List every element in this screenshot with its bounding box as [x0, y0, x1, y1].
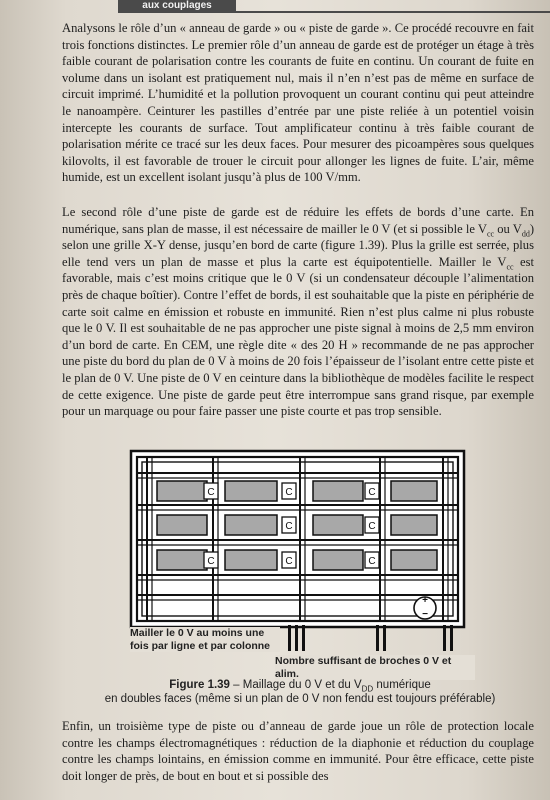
decoupling-capacitor — [204, 552, 218, 568]
decoupling-capacitor — [365, 517, 379, 533]
decoupling-capacitor — [365, 483, 379, 499]
caption-text-b: numérique — [373, 679, 431, 691]
decoupling-capacitor — [365, 552, 379, 568]
p2-subscript-dd: dd — [521, 229, 530, 239]
paragraph-guard-ring-leakage — [62, 20, 534, 186]
p2-subscript-cc: cc — [486, 229, 495, 239]
p2-part-d: est favorable, mais c’est moins critique que le 0 V (si un condensateur découple l’alimentation près de chaque boîtier). Contre l’effet de bords, il est souhaitable que la piste en périphérie de carte soit calme en émission et robuste en immunité. Rien n’est plus calme ni plus robuste que le 0 V. Il est souhaitable de ne pas approcher une piste signal à moins de 2,5 mm environ d’un bord de carte. En CEM, une règle dite « des 20 H » recommande de ne pas approcher une piste du bord du plan de 0 V à moins de 20 fois l’épaisseur de l’isolant entre cette piste et le plan de 0 V. Une piste de 0 V en ceinture dans la bibliothèque de modèles facilite le respect de cette exigence. Une piste de garde peut être interrompue sans grand risque, par exemple pour un marquage ou pour faire passer une piste courte et pas trop sensible. — [62, 254, 535, 419]
capacitor-label: C — [285, 556, 293, 567]
decoupling-capacitor — [282, 517, 296, 533]
ic-chip — [225, 515, 277, 535]
caption-line-2: en doubles faces (même si un plan de 0 V non fendu est toujours préférable) — [104, 693, 496, 705]
ic-chip — [157, 515, 207, 535]
capacitor-label: C — [285, 487, 293, 498]
ic-chip — [391, 481, 437, 501]
ic-chip — [391, 550, 437, 570]
ic-chip — [313, 481, 363, 501]
ic-chip — [391, 515, 437, 535]
decoupling-capacitor — [282, 483, 296, 499]
p2-part-c: ) selon une grille X-Y dense, jusqu’en bord de carte (figure 1.39). Plus la grille est serrée, plus elle tend vers un plan de masse et plus la carte est équipotentielle. Mailler le V — [62, 221, 535, 269]
caption-subscript-dd: DD — [361, 684, 374, 694]
section-header-tab: aux couplages — [118, 0, 236, 12]
p2-subscript-cc-2: cc — [506, 262, 514, 272]
capacitor-label: C — [368, 556, 376, 567]
ic-chip — [225, 550, 277, 570]
battery-plus-label: + — [422, 595, 428, 606]
capacitor-label: C — [368, 487, 376, 498]
caption-text-a: – Maillage du 0 V et du V — [229, 679, 362, 691]
caption-line-1 — [70, 678, 530, 692]
ic-chip — [313, 515, 363, 535]
decoupling-capacitor — [204, 483, 218, 499]
paragraph-3-text: Enfin, un troisième type de piste ou d’anneau de garde joue un rôle de protection locale contre les champs électromagnétiques : réduction de la diaphonie et réduction du couplage contre les champs lointains, en émission comme en immunité. Pour être efficace, cette piste doit longer de près, de bout en bout et si possible des — [62, 719, 534, 783]
capacitor-label: C — [207, 556, 215, 567]
annotation-pin-count: Nombre suffisant de broches 0 V et alim. — [275, 655, 475, 680]
battery-minus-label: − — [422, 609, 428, 620]
p2-part-a: Le second rôle d’une piste de garde est de réduire les effets de bords d’une carte. En numérique, sans plan de masse, il est nécessaire de mailler le 0 V (et si possible le V — [62, 205, 534, 236]
ic-chip — [157, 550, 207, 570]
ic-chip — [157, 481, 207, 501]
paragraph-board-edge-effects — [62, 204, 534, 420]
connector-pins — [288, 625, 453, 651]
figure-caption — [70, 678, 530, 706]
paragraph-1-text: Analysons le rôle d’un « anneau de garde » ou « piste de garde ». Ce procédé recouvre en fait trois fonctions distinctes. Le premier rôle d’un anneau de garde est de protéger un étage à très faible courant de polarisation contre les courants de fuite en continu. Un courant de fuite en volume dans un isolant est pratiquement nul, mais il n’en n’est pas de même en surface de circuit imprimé. L’humidité et la pollution provoquent un courant continu qui peut atteindre le nanoampère. Ceinturer les pastilles d’entrée par une piste reliée à un potentiel voisin intercepte les courants de surface. Tout amplificateur continu à très faible courant de polarisation mérite ce tracé sur les deux faces. Pour mesurer des picoampères sous quelques kilovolts, il est favorable de trouer le circuit pour allonger les lignes de fuite. L’air, même humide, est un excellent isolant jusqu’à plus de 100 V/mm. — [62, 21, 534, 185]
p2-part-b: ou V — [494, 221, 522, 236]
capacitor-label: C — [285, 521, 293, 532]
decoupling-capacitor — [282, 552, 296, 568]
capacitor-label: C — [368, 521, 376, 532]
caption-figure-number: Figure 1.39 — [169, 679, 230, 691]
ic-chip — [225, 481, 277, 501]
header-rule — [118, 11, 550, 13]
paragraph-2-text — [62, 204, 534, 420]
annotation-mesh-rule: Mailler le 0 V au moins une fois par ligne et par colonne — [130, 627, 280, 652]
paragraph-em-protection — [62, 718, 534, 784]
capacitor-label: C — [207, 487, 215, 498]
ic-chip — [313, 550, 363, 570]
